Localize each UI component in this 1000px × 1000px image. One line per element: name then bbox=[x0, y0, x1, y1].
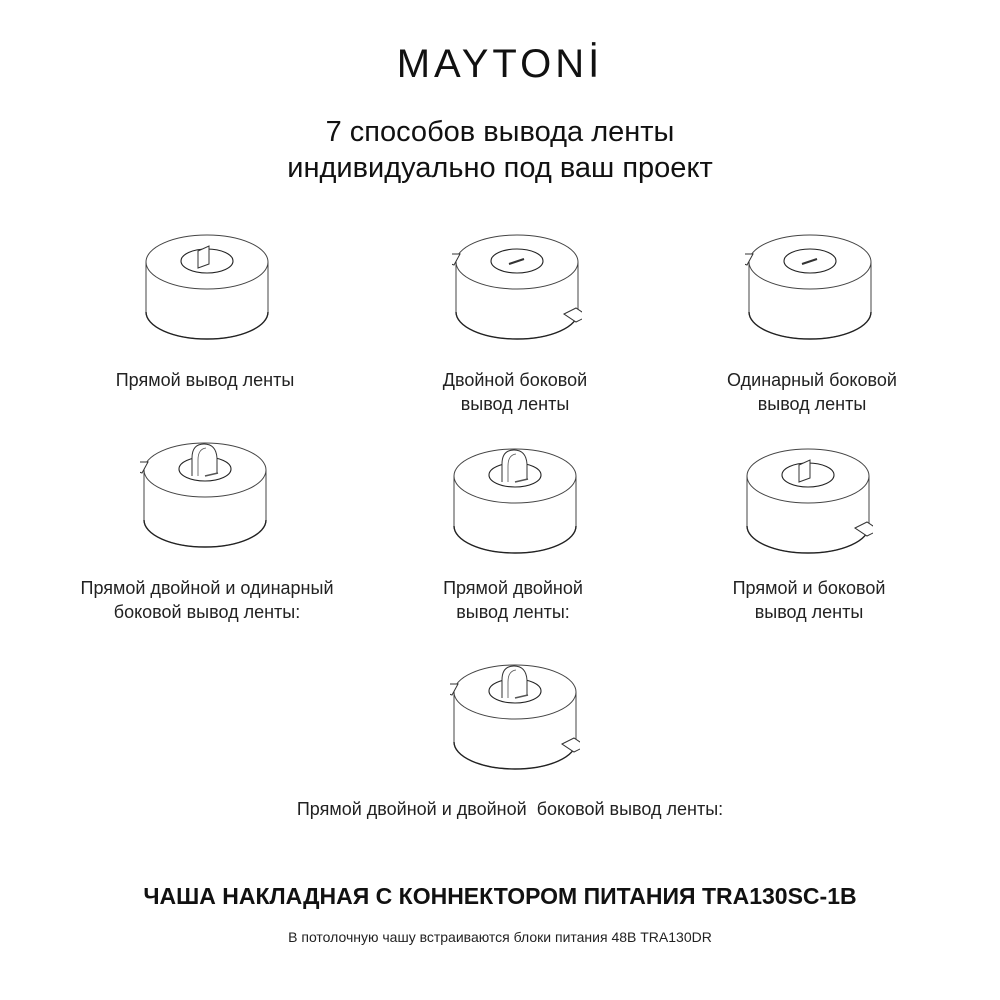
cup-straight-double-single-side-icon bbox=[140, 440, 270, 550]
headline-line-1: 7 способов вывода ленты bbox=[325, 116, 675, 148]
cup-double-side-output-icon bbox=[452, 232, 582, 342]
cup-straight-output-icon bbox=[142, 232, 272, 342]
variant-caption-2: Двойной боковой вывод ленты bbox=[442, 370, 588, 414]
cup-straight-side-output-icon bbox=[743, 446, 873, 556]
variant-caption-5: Прямой двойной вывод ленты: bbox=[443, 578, 583, 622]
headline-line-2: индивидуально под ваш проект bbox=[287, 152, 713, 184]
product-note: В потолочную чашу встраиваются блоки питания 48В TRA130DR bbox=[288, 929, 712, 945]
cup-single-side-output-icon bbox=[745, 232, 875, 342]
headline bbox=[0, 114, 1000, 186]
variant-caption-7: Прямой двойной и двойной боковой вывод ленты: bbox=[296, 799, 724, 819]
variant-caption-3: Одинарный боковой вывод ленты bbox=[727, 370, 897, 414]
product-title: ЧАША НАКЛАДНАЯ С КОННЕКТОРОМ ПИТАНИЯ TRA130SC-1B bbox=[143, 883, 857, 909]
variant-caption-6: Прямой и боковой вывод ленты bbox=[732, 578, 886, 622]
variant-caption-4: Прямой двойной и одинарный боковой вывод ленты: bbox=[80, 578, 334, 622]
brand-logo: MAYTONİ bbox=[396, 42, 604, 86]
cup-straight-double-double-side-icon bbox=[450, 662, 580, 772]
variant-caption-1: Прямой вывод ленты bbox=[115, 370, 295, 390]
cup-straight-double-output-icon bbox=[450, 446, 580, 556]
